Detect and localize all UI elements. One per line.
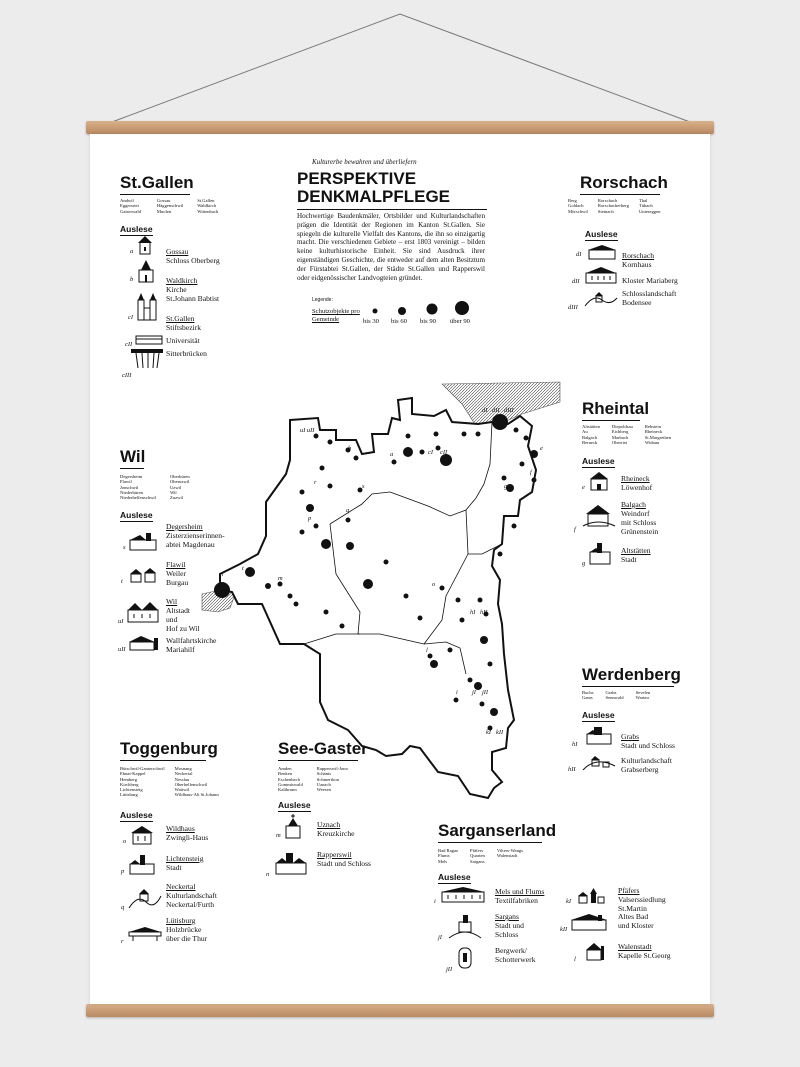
site-grabs: Grabs Stadt und Schloss xyxy=(621,732,676,750)
map-label: a xyxy=(390,451,394,458)
map-label: m xyxy=(278,575,283,582)
map-label: uI uII xyxy=(300,427,315,434)
municipalities-werdenberg: Buchs Gams Grabs Sennwald Sevelen Wartau xyxy=(582,690,651,701)
municipalities-rorschach: Berg Goldach Mörschwil Rorschach Rorschacherberg Steinach Thal Tübach Untereggen xyxy=(568,198,661,214)
site-sargans: Sargans Stadt und Schloss xyxy=(495,912,524,939)
map-dot xyxy=(403,447,413,457)
municipalities-sarganserland: Bad Ragaz Flums Mels Pfäfers Quarten Sargans Vilters-Wangs Walenstadt xyxy=(438,848,523,864)
map-dot xyxy=(346,542,354,550)
map-dot xyxy=(294,602,299,607)
map-dot xyxy=(406,434,411,439)
legend-value: bis 30 xyxy=(363,318,379,325)
map-dot xyxy=(288,594,293,599)
site-bergwerk: Bergwerk/ Schotterwerk xyxy=(495,946,536,964)
map-dot xyxy=(346,518,351,523)
map-dot xyxy=(321,539,331,549)
map-label: cII xyxy=(440,449,448,456)
site-wildhaus: Wildhaus Zwingli-Haus xyxy=(166,824,209,842)
site-altstaetten: Altstätten Stadt xyxy=(621,546,651,564)
map-dot xyxy=(462,432,467,437)
site-schlosslandschaft: Schlosslandschaft Bodensee xyxy=(622,289,677,307)
site-uznach: Uznach Kreuzkirche xyxy=(317,820,355,838)
map-dot xyxy=(524,436,529,441)
map-dot xyxy=(392,460,397,465)
map-label: kI xyxy=(486,729,491,736)
site-sitterbruecken: Sitterbrücken xyxy=(166,349,207,358)
site-flawil: Flawil Weiler Burgau xyxy=(166,560,189,587)
map-dot xyxy=(420,450,425,455)
site-lichtensteig: Lichtensteig Stadt xyxy=(166,854,204,872)
map-dot xyxy=(306,504,314,512)
hanging-wire xyxy=(0,0,800,140)
municipalities-rheintal: Altstätten Au Balgach Berneck Diepoldsau Eichberg Marbach Oberriet Rebstein Rheineck St.Margrethen Widnau xyxy=(582,424,672,445)
site-stgallen: St.Gallen Stiftsbezirk xyxy=(166,314,202,332)
site-rorschach: Rorschach Kornhaus xyxy=(622,251,655,269)
map-label: e xyxy=(540,445,543,452)
map-label: r xyxy=(314,479,317,486)
site-degersheim: Degersheim Zisterzienserinnen- abtei Magdenau xyxy=(166,522,225,549)
municipalities-seegaster: Amden Benken Eschenbach Gommiswald Kaltbrunn Rapperswil-Jona Schänis Schmerikon Uznach Weesen xyxy=(278,766,348,793)
map-dot xyxy=(265,583,271,589)
map-dot xyxy=(404,594,409,599)
map-label: o xyxy=(432,581,436,588)
map-label: s xyxy=(362,483,365,490)
map-dot xyxy=(278,582,283,587)
map-dot xyxy=(430,660,438,668)
map-label: hI xyxy=(470,609,476,616)
map-dot xyxy=(314,524,319,529)
map-label: jII xyxy=(482,689,489,696)
map-label: g xyxy=(504,483,508,490)
auslese-heading: Auslese xyxy=(120,224,153,234)
map-label: p xyxy=(308,515,312,522)
legend-value: bis 60 xyxy=(391,318,407,325)
map-dot xyxy=(478,598,483,603)
map-label: t xyxy=(242,565,244,572)
map-dot xyxy=(492,414,508,430)
auslese-heading: Auslese xyxy=(438,872,471,882)
map-dot xyxy=(434,432,439,437)
map-label: dIII xyxy=(504,407,514,414)
region-title-seegaster: See-Gaster xyxy=(278,740,358,761)
map-label: dII xyxy=(492,407,500,414)
site-mels-flums: Mels und Flums Textilfabriken xyxy=(495,887,545,905)
poster-sheet: Kulturerbe bewahren und überliefern PERSPEKTIVE DENKMALPFLEGE Hochwertige Baudenkmäler, Ortsbilder und Kulturlandschaften prägen die Identität der Regionen im Kanton St.Gallen. Sie spiegeln die kulturelle Vielfalt des Kantons, die ihn so einzigartig macht. Die verschiedenen Gebiete – erst 1803 vereinigt – bilden keine kulturhistorische Einheit. Sie sind Ausdruck ihrer eigenständigen Geschichte, die entweder auf dem alten Besitztum der Fürstabtei St.Gallen, der Städte St.Gallen und Rapperswil oder eidgenössischer Landvogteien gründet. Legende: Schutzobjekte pro Gemeinde bis 30 bis 60 bis 90 über 90 St.Gallen Andwil Eggersriet Gaiserwald Gossau Häggenschwil Muolen St.Gallen Waldkirch Wittenbach Auslese a Gossau Schloss Oberberg b Waldkirch Kirche St.Johann Babtist cI St.Gallen Stiftsbezirk cII Universität cIII Sitterbrücken Rorschach Berg Goldach Mörschwil Rorschach Rorschacherberg Steinach Thal Tübach Untereggen Auslese dI Rorschach Kornhaus dII Kloster Mariaberg dIII Schlosslandschaft Bodensee Wil Degersheim Flawil Jonschwil Niederbüren Niederhelfenschwil Oberbüren Oberuzwil Uzwil Wil Zuzwil Auslese s Degersheim Zisterzienserinnen- abtei Magdenau t Flawil Weiler Burgau uI Wil Altstadt und Hof zu Wil uII Wallfahrtskirche Mariahilf Rheintal Altstätten Au Balgach Berneck Diepoldsau Eichberg Marbach Oberriet Rebstein Rheineck St.Margrethen Widnau Auslese e Rheineck Löwenhof f Balgach Weindorf mit Schloss Grünenstein g Altstätten Stadt Werdenberg Buchs Gams Grabs Sennwald Sevelen Wartau Auslese hI Grabs Stadt und Schloss hII Kulturlandschaft Grabserberg Toggenburg Bütschwil-Ganterschwil Ebnat-Kappel Hemberg Kirchberg Lichtensteig Lütisburg Mosnang Neckertal Nesslau Oberhelfenschwil Wattwil Wildhaus-Alt St.Johann Auslese o Wildhaus Zwingli-Haus p Lichtensteig Stadt q Neckertal Kulturlandschaft Neckertal/Furth r Lütisburg Holzbrücke über die Thur See-Gaster Amden Benken Eschenbach Gommiswald Kaltbrunn Rapperswil-Jona Schänis Schmerikon Uznach Weesen Auslese m Uznach Kreuzkirche n Rapperswil Stadt und Schloss Sarganserland Bad Ragaz Flums Mels Pfäfers Quarten Sargans Vilters-Wangs Walenstadt Auslese i Mels und Flums Textilfabriken jI Sargans Stadt und Schloss jII Bergwerk/ Schotterwerk kI Pfäfers Valserssiedlung St.Martin kII Altes Bad und Kloster l Walenstadt Kapelle St.Georg uI uII b a cI cII dI dII dIII r s p q n t m o g e f hI hII l i jI jII kI kII xyxy=(90,134,710,1004)
map-dot xyxy=(300,530,305,535)
region-title-sarganserland: Sarganserland xyxy=(438,822,542,843)
map-dot xyxy=(520,462,525,467)
map-dot xyxy=(418,616,423,621)
map-dot xyxy=(480,702,485,707)
map-dot xyxy=(498,552,503,557)
map-dot xyxy=(320,466,325,471)
region-title-stgallen: St.Gallen xyxy=(120,174,190,195)
auslese-heading: Auslese xyxy=(120,810,153,820)
site-gossau: Gossau Schloss Oberberg xyxy=(166,247,220,265)
map-dot xyxy=(502,476,507,481)
site-mariahilf: Wallfahrtskirche Mariahilf xyxy=(166,636,217,654)
map-dot xyxy=(512,524,517,529)
map-dot xyxy=(354,456,359,461)
map-dot xyxy=(328,484,333,489)
map-label: hII xyxy=(480,609,488,616)
map-label: i xyxy=(456,689,458,696)
site-grabserberg: Kulturlandschaft Grabserberg xyxy=(621,756,673,774)
site-rapperswil: Rapperswil Stadt und Schloss xyxy=(317,850,372,868)
map-dot xyxy=(480,636,488,644)
site-waldkirch: Waldkirch Kirche St.Johann Babtist xyxy=(166,276,220,303)
intro-text: Hochwertige Baudenkmäler, Ortsbilder und Kulturlandschaften prägen die Identität der Regionen im Kanton St.Gallen. Sie spiegeln die kulturelle Vielfalt des Kantons, die ihn so einzigartig macht. Die verschiedenen Gebiete – erst 1803 vereinigt – bilden keine kulturhistorische Einheit. Sie sind Ausdruck ihrer eigenständigen Geschichte, die entweder auf dem alten Besitztum der Fürstabtei St.Gallen, der Städte St.Gallen und Rapperswil oder eidgenössischer Landvogteien gründet. xyxy=(297,212,485,282)
site-universitaet: Universität xyxy=(166,336,200,345)
canton-map xyxy=(90,134,710,1004)
legend-text: Schutzobjekte pro Gemeinde xyxy=(312,308,360,323)
site-rheineck: Rheineck Löwenhof xyxy=(621,474,653,492)
map-dot xyxy=(454,698,459,703)
auslese-heading: Auslese xyxy=(278,800,311,810)
legend-value: über 90 xyxy=(450,318,470,325)
site-balgach: Balgach Weindorf mit Schloss Grünenstein xyxy=(621,500,659,536)
auslese-heading: Auslese xyxy=(582,456,615,466)
map-dot xyxy=(456,598,461,603)
map-dot xyxy=(490,708,498,716)
map-dot xyxy=(314,434,319,439)
map-label: kII xyxy=(496,729,504,736)
map-label: f xyxy=(530,469,532,476)
map-dot xyxy=(328,440,333,445)
map-dot xyxy=(448,648,453,653)
site-neckertal: Neckertal Kulturlandschaft Neckertal/Furth xyxy=(166,882,218,909)
site-pfaefers: Pfäfers Valserssiedlung St.Martin xyxy=(618,886,666,913)
auslese-heading: Auslese xyxy=(585,229,618,239)
auslese-heading: Auslese xyxy=(120,510,153,520)
map-dot xyxy=(514,428,519,433)
region-title-toggenburg: Toggenburg xyxy=(120,740,206,761)
map-label: n xyxy=(220,571,224,578)
tagline: Kulturerbe bewahren und überliefern xyxy=(312,158,417,166)
bottom-wooden-rod xyxy=(86,1004,714,1017)
region-title-wil: Wil xyxy=(120,448,144,469)
map-label: l xyxy=(426,647,428,654)
map-label: q xyxy=(346,507,350,514)
legend-label: Legende: xyxy=(312,297,333,303)
map-label: cI xyxy=(428,449,433,456)
canton-border xyxy=(220,398,536,798)
page-title: PERSPEKTIVE DENKMALPFLEGE xyxy=(297,170,487,210)
map-dot xyxy=(530,450,538,458)
region-title-rheintal: Rheintal xyxy=(582,400,640,421)
map-label: jI xyxy=(472,689,476,696)
map-dot xyxy=(468,678,473,683)
map-dot xyxy=(340,624,345,629)
municipalities-stgallen: Andwil Eggersriet Gaiserwald Gossau Häggenschwil Muolen St.Gallen Waldkirch Wittenbach xyxy=(120,198,219,214)
map-label: dI xyxy=(482,407,488,414)
auslese-heading: Auslese xyxy=(582,710,615,720)
map-dot xyxy=(245,567,255,577)
site-walenstadt: Walenstadt Kapelle St.Georg xyxy=(618,942,671,960)
site-mariaberg: Kloster Mariaberg xyxy=(622,276,678,285)
map-dot xyxy=(300,490,305,495)
map-dot xyxy=(460,618,465,623)
municipalities-wil: Degersheim Flawil Jonschwil Niederbüren Niederhelfenschwil Oberbüren Oberuzwil Uzwil Wil Zuzwil xyxy=(120,474,190,501)
map-dot xyxy=(363,579,373,589)
legend-value: bis 90 xyxy=(420,318,436,325)
site-wil: Wil Altstadt und Hof zu Wil xyxy=(166,597,200,633)
site-luetisburg: Lütisburg Holzbrücke über die Thur xyxy=(166,916,208,943)
map-dot xyxy=(532,478,537,483)
map-dot xyxy=(214,582,230,598)
map-dot xyxy=(384,560,389,565)
site-altes-bad: Altes Bad und Kloster xyxy=(618,912,654,930)
top-wooden-rod xyxy=(86,121,714,134)
region-title-werdenberg: Werdenberg xyxy=(582,666,674,687)
map-dot xyxy=(324,610,329,615)
municipalities-toggenburg: Bütschwil-Ganterschwil Ebnat-Kappel Hemberg Kirchberg Lichtensteig Lütisburg Mosnang Neckertal Nesslau Oberhelfenschwil Wattwil Wildhaus-Alt St.Johann xyxy=(120,766,219,798)
map-dot xyxy=(488,662,493,667)
map-label: b xyxy=(348,445,352,452)
map-dot xyxy=(440,586,445,591)
map-dot xyxy=(428,654,433,659)
region-title-rorschach: Rorschach xyxy=(580,174,660,195)
map-dot xyxy=(476,432,481,437)
